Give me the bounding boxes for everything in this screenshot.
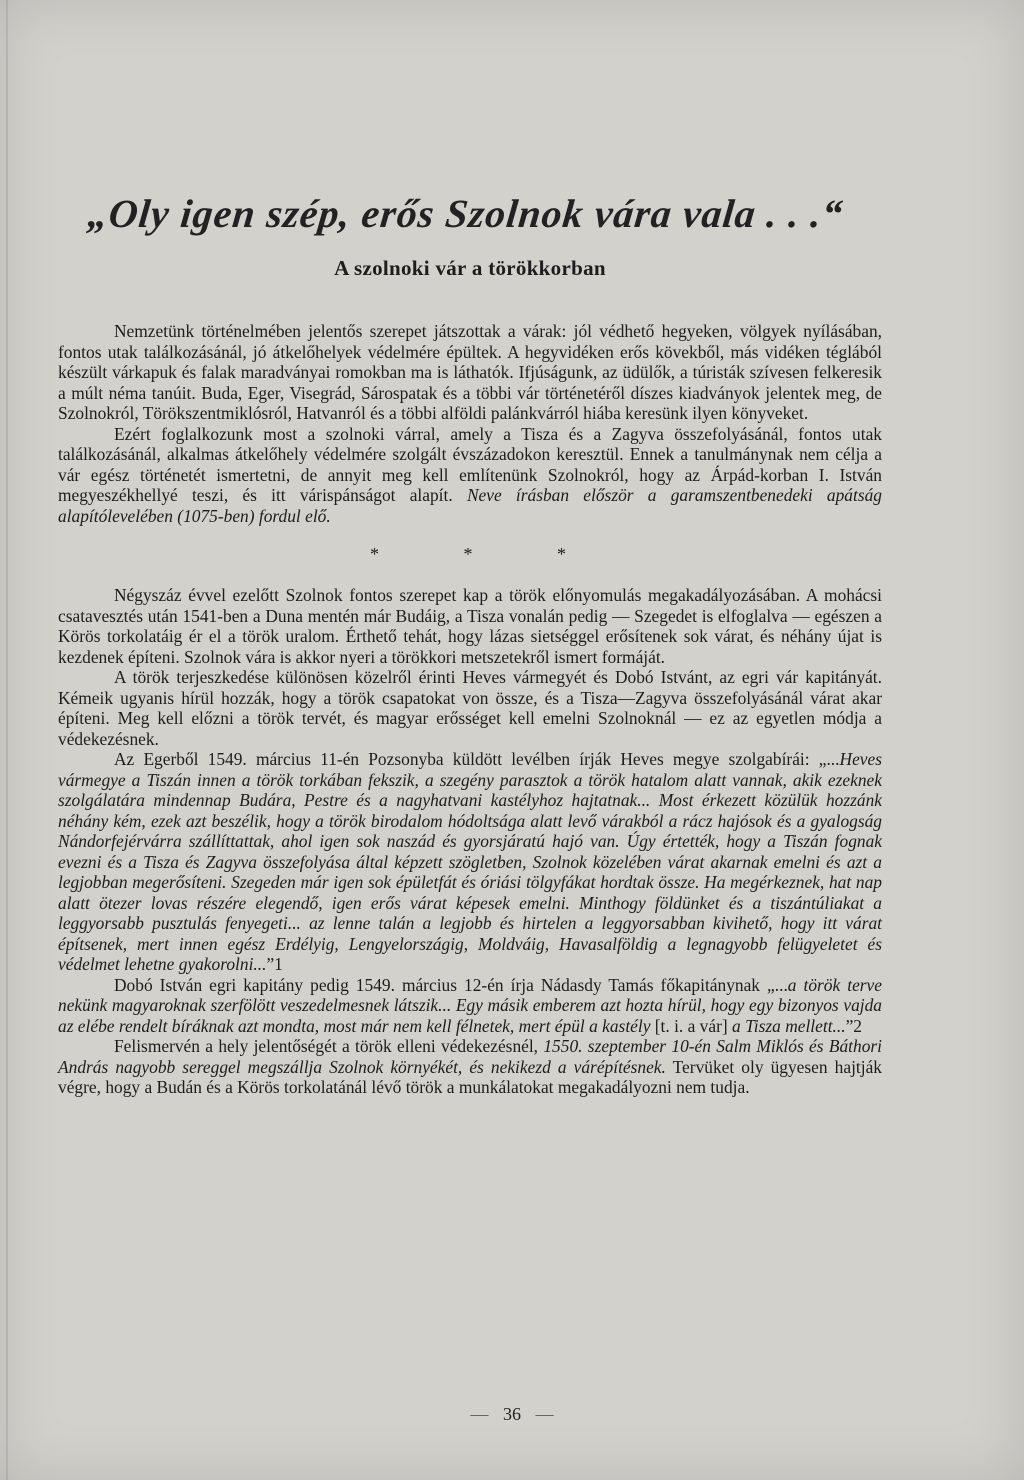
paragraph xyxy=(58,975,882,1037)
article-title: „Oly igen szép, erős Szolnok vára vala . . .“ xyxy=(85,191,846,236)
paragraph xyxy=(58,667,882,749)
text-run: Az Egerből 1549. március 11-én Pozsonyba küldött levélben írják Heves megye szolgabírái: „... xyxy=(114,749,840,769)
italic-quote: a török terve nekünk magyaroknak szerfölött veszedelmesnek látszik... Egy másik emberem azt hozta hírül, hogy egy bizonyos vajda az elébe rendelt bíráknak azt mondta, most már nem kell félnetek, mert épül a kastély xyxy=(58,974,882,1036)
text-run: Négyszáz évvel ezelőtt Szolnok fontos szerepet kap a török előnyomulás megakadályozásában. A mohácsi csatavesztés után 1541-ben a Duna mentén már Budáig, a Tisza vonalán pedig — Szegedet is elfoglalva — egészen a Körös torkolatáig ér el a török uralom. Érthető tehát, hogy lázas sietséggel erősítenek sok várat, és néhány újat is kezdenek építeni. Szolnok vára is akkor nyeri a törökkori metszetekről ismert formáját. xyxy=(58,585,882,667)
footer-dash-right: — xyxy=(535,1404,554,1424)
italic-quote: Neve írásban először a garamszentbenedeki apátság alapítólevelében (1075-ben) fordul elő. xyxy=(58,485,882,526)
section-separator: * * * xyxy=(370,544,606,564)
paragraph xyxy=(58,585,882,667)
page-edge-shadow xyxy=(6,0,8,1480)
page-footer xyxy=(0,1404,1024,1425)
footer-dash-left: — xyxy=(470,1404,489,1424)
italic-quote: a Tisza mellett... xyxy=(732,1015,846,1036)
italic-quote: 1550. szeptember 10-én Salm Miklós és Báthori András nagyobb sereggel megszállja Szolnok környékét, és nekikezd a várépítésnek. xyxy=(58,1036,882,1077)
text-run: ”1 xyxy=(266,954,283,974)
intro-paragraphs xyxy=(58,321,882,526)
paragraph xyxy=(58,1036,882,1098)
paragraph xyxy=(58,424,882,527)
italic-quote: Heves vármegye a Tiszán innen a török torkában fekszik, a szegény parasztok a török hatalom alatt vannak, akik ezeknek szolgálatára mindennap Budára, Pestre és a nagyhatvani kastélyhoz hajtatnak... Most érkezett közülük hozzánk néhány kém, ezek azt beszélik, hogy a török birodalom hódoltsága alatt levő várakból a rácz hajósok és a gyalogság Nándorfejérvárra szállíttattak, ahol igen sok naszád és gyorsjáratú hajó van. Úgy értették, hogy a Tiszán fognak evezni és a Tisza és Zagyva összefolyása által képzett szögletben, Szolnok közelében várat akarnak emelni és azt a legjobban megerősíteni. Szegeden már igen sok épületfát és óriási tölgyfákat hordtak össze. Ha megérkeznek, hat nap alatt ötezer lovas részére elegendő, igen erős várat képesek emelni. Minthogy földünket és a tiszántúliakat a leggyorsabb pusztulás fenyegeti... az lenne talán a legjobb és hirtelen a leggyorsabban kivihető, hogy itt várat építsenek, mert innen egész Erdélyig, Lengyelországig, Moldváig, Havasalföldig a legnagyobb felügyeletet és védelmet lehetne gyakorolni... xyxy=(58,749,882,974)
text-run: Tervüket oly ügyesen hajtják végre, hogy a Budán és a Körös torkolatánál lévő török a munkálatokat megakadályozni nem tudja. xyxy=(58,1056,882,1097)
paragraph xyxy=(58,321,882,424)
page-number: 36 xyxy=(503,1404,521,1424)
text-run: ”2 xyxy=(845,1015,862,1036)
body-paragraphs xyxy=(58,585,882,1098)
text-run: Dobó István egri kapitány pedig 1549. március 12-én írja Nádasdy Tamás főkapitánynak „... xyxy=(114,974,788,995)
text-run: A török terjeszkedése különösen közelről érinti Heves vármegyét és Dobó Istvánt, az egri vár kapitányát. Kémeik ugyanis hírül hozzák, hogy a török csapatokat von össze, és a Tisza—Zagyva összefolyásánál várat akar építeni. Meg kell előzni a török tervét, és magyar erősséget kell emelni Szolnoknál — ez az egyetlen módja a védekezésnek. xyxy=(58,667,882,749)
text-run: Ezért foglalkozunk most a szolnoki várral, amely a Tisza és a Zagyva összefolyásánál, fontos utak találkozásánál, alkalmas átkelőhely védelmére szolgált évszázadokon keresztül. Ennek a tanulmánynak nem célja a vár egész történetét ismertetni, de annyit meg kell említenünk Szolnokról, hogy az Árpád-korban I. István megyeszékhellyé teszi, és itt várispánságot alapít. xyxy=(58,423,882,505)
article-subtitle: A szolnoki vár a törökkorban xyxy=(334,256,606,280)
text-run: Felismervén a hely jelentőségét a török elleni védekezésnél, xyxy=(114,1036,544,1056)
text-run: [t. i. a vár] xyxy=(650,1015,733,1036)
paragraph xyxy=(58,749,882,975)
article xyxy=(58,188,882,1098)
text-run: Nemzetünk történelmében jelentős szerepet játszottak a várak: jól védhető hegyeken, völgyek nyílásában, fontos utak találkozásánál, jó átkelőhelyek védelmére épültek. A hegyvidéken erős kövekből, más vidéken téglából készült várkapuk és falak maradványai romokban ma is láthatók. Ifjúságunk, az üdülők, a túristák szívesen felkeresik a múlt néma tanúit. Buda, Eger, Visegrád, Sárospatak és a többi vár történetéről díszes kiadványok jelentek meg, de Szolnokról, Törökszentmiklósról, Hatvanról és a többi alföldi palánkvárról hiába keresünk ilyen könyveket. xyxy=(58,321,882,423)
